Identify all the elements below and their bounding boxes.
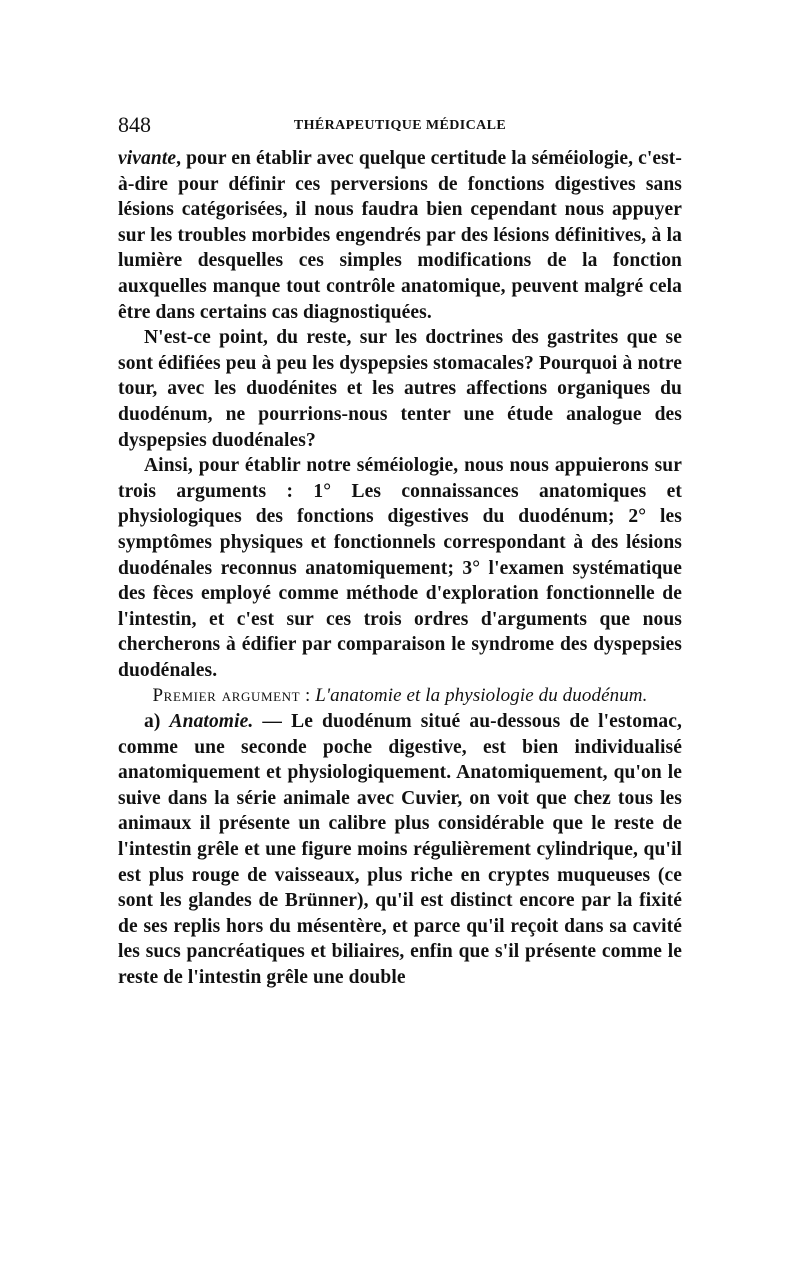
section-heading-separator: :	[300, 685, 316, 707]
paragraph-2: N'est-ce point, du reste, sur les doctrines des gastrites que se sont édifiées peu à peu les dyspepsies stomacales? Pourquoi à notre tour, avec les duodénites et les autres affections organiques du duodénum, ne pourrions-nous tenter une étude analogue des dyspepsies duodénales?	[118, 327, 682, 451]
section-heading-small-caps: Premier argument	[152, 685, 301, 707]
page-number: 848	[118, 112, 151, 137]
book-page	[118, 110, 682, 991]
section-heading-title: L'anatomie et la physiologie du duodénum.	[315, 685, 648, 707]
subsection-marker: a)	[144, 711, 170, 733]
page-header	[118, 110, 682, 146]
section-heading	[118, 683, 682, 709]
subsection-title: Anatomie.	[169, 711, 254, 733]
subsection-paragraph	[118, 709, 682, 991]
paragraph-1	[118, 146, 682, 325]
running-title: THÉRAPEUTIQUE MÉDICALE	[293, 118, 507, 133]
paragraph-1-italic-lead: vivante	[118, 148, 177, 169]
subsection-text: — Le duodénum situé au-dessous de l'estomac, comme une seconde poche digestive, est bien individualisé anatomiquement et physiologiquement. Anatomiquement, qu'on le suive dans la série animale avec Cuvier, on voit que chez tous les animaux il présente un calibre plus considérable que le reste de l'intestin grêle et une figure moins régulièrement cylindrique, qu'il est plus rouge de vaisseaux, plus riche en cryptes muqueuses (ce sont les glandes de Brünner), qu'il est distinct encore par la fixité de ses replis hors du mésentère, et parce qu'il reçoit dans sa cavité les sucs pancréatiques et biliaires, enfin que s'il présente comme le reste de l'intestin grêle une double	[118, 711, 682, 988]
paragraph-3: Ainsi, pour établir notre séméiologie, nous nous appuierons sur trois arguments : 1° Les connaissances anatomiques et physiologiques des fonctions digestives du duodénum; 2° les symptômes physiques et fonctionnels correspondant à des lésions duodénales reconnus anatomiquement; 3° l'examen systématique des fèces employé comme méthode d'exploration fonctionnelle de l'intestin, et c'est sur ces trois ordres d'arguments que nous chercherons à édifier par comparaison le syndrome des dyspepsies duodénales.	[118, 455, 682, 681]
body-text	[118, 146, 682, 991]
paragraph-1-text: , pour en établir avec quelque certitude la séméiologie, c'est-à-dire pour définir ces perversions de fonctions digestives sans lésions catégorisées, il nous faudra bien cependant nous appuyer sur les troubles morbides engendrés par des lésions définitives, à la lumière desquelles ces simples modifications de la fonction auxquelles manque tout contrôle anatomique, peuvent malgré cela être dans certains cas diagnostiquées.	[118, 148, 682, 323]
